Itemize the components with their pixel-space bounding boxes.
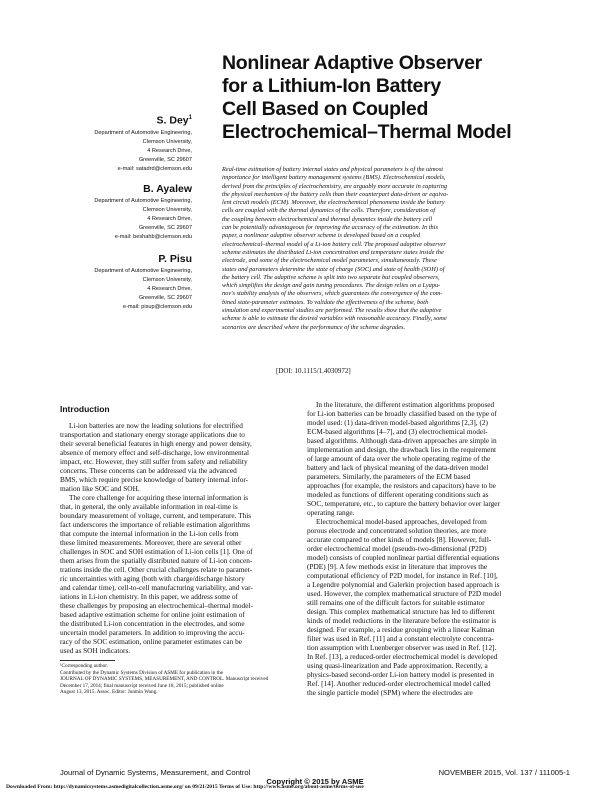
text-line: that, in general, the only available information in real-time is — [60, 502, 238, 511]
abstract-line: Real-time estimation of battery internal states and physical parameters is of the utmost — [222, 166, 443, 173]
affiliation-line: 4 Research Drive, — [147, 286, 192, 292]
text-line: these challenges by proposing an electrochemical–thermal model- — [60, 601, 253, 610]
title-line: Electrochemical–Thermal Model — [222, 121, 512, 143]
text-line: design. This complex mathematical structure has led to different — [307, 607, 495, 616]
text-line: battery and lack of physical meaning of the data-driven model — [307, 463, 489, 472]
text-line: fact underscores the importance of reliable estimation algorithms — [60, 520, 250, 529]
copyright: Copyright © 2015 by ASME — [266, 777, 364, 786]
author-block — [12, 112, 192, 174]
text-line: accurate compared to other kinds of models [8]. However, full- — [307, 535, 492, 544]
doi[interactable]: [DOI: 10.1115/1.4030972] — [276, 367, 351, 375]
download-notice: Downloaded From: http://dynamicsystems.asmedigitalcollection.asme.org/ on 09/21/2015 Terms of Use: http://www.asme.org/about-asme/terms-of-use — [6, 784, 364, 790]
affiliation-line: Department of Automotive Engineering, — [94, 129, 192, 136]
abstract-line: scheme estimates the distributed Li-ion concentration and temperature states inside the — [222, 248, 444, 256]
footnote-line: Contributed by the Dynamic Systems Division of ASME for publication in the — [60, 669, 223, 676]
text-line: ric uncertainties with aging (both with charge/discharge history — [60, 574, 245, 583]
affiliation-line: Department of Automotive Engineering, — [94, 268, 192, 274]
text-line: model) consists of coupled nonlinear partial differential equations — [307, 553, 500, 562]
text-line: mation like SOC and SOH. — [60, 484, 140, 493]
text-line: order electrochemical model (pseudo-two-dimensional (P2D) — [307, 544, 487, 553]
text-line: the single particle model (SPM) where the electrodes are — [307, 688, 473, 697]
text-line: Electrochemical model-based approaches, developed from — [316, 517, 487, 526]
text-line: modeled as functions of different operating conditions such as — [307, 490, 489, 499]
abstract-line: derived from the principles of electrochemistry, are arguably more accurate in capturing — [222, 182, 448, 190]
affiliation-line: Greenville, SC 29607 — [138, 295, 192, 301]
footnote-divider — [60, 660, 115, 661]
text-line: transportation and stationary energy storage applications due to — [60, 430, 245, 439]
text-line: impact, etc. However, they still suffer from safety and reliability — [60, 457, 248, 466]
right-column — [307, 400, 552, 697]
affiliation-line: 4 Research Drive, — [147, 147, 192, 154]
text-line: their several beneficial features in high energy and power density, — [60, 439, 252, 448]
text-line: them arises from the spatially distributed nature of Li-ion concen- — [60, 556, 253, 565]
abstract-line: cells are coupled with the thermal dynamics of the cells. Therefore, consideration of — [222, 207, 436, 215]
footnotes — [60, 663, 305, 696]
abstract-line: lent circuit models (ECM). Moreover, the electrochemical phenomena inside the battery — [222, 199, 445, 207]
abstract-line: scheme is able to estimate the desired variables with reasonable accuracy. Finally, some — [222, 315, 447, 323]
text-line: boundary measurement of voltage, current, and temperature. This — [60, 511, 252, 520]
paragraph — [307, 400, 552, 517]
paragraph — [60, 421, 305, 493]
text-line: implementation and design, the drawback lies in the requirement — [307, 445, 497, 454]
text-line: still remains one of the difficult factors for suitable estimator — [307, 598, 485, 607]
abstract-line: nov's stability analysis of the observers, which guarantees the convergence of the com- — [222, 290, 443, 298]
text-line: model used: (1) data-driven model-based algorithms [2,3], (2) — [307, 418, 488, 427]
text-line: In the literature, the different estimation algorithms proposed — [316, 400, 495, 409]
author-name: P. Pisu — [158, 253, 192, 265]
abstract-line: the battery cell. The adaptive scheme is split into two separate but coupled observers, — [222, 273, 440, 281]
abstract-line: simulation and experimental studies are performed. The results show that the adaptive — [222, 307, 442, 315]
paragraph — [60, 493, 305, 655]
affiliation-line: Clemson University, — [142, 207, 192, 213]
abstract — [222, 166, 572, 332]
text-line: trations inside the cell. Other crucial challenges relate to paramet- — [60, 565, 253, 574]
footnote-line: JOURNAL OF DYNAMIC SYSTEMS, MEASUREMENT, AND CONTROL. Manuscript received — [60, 676, 269, 682]
author-block — [12, 183, 192, 242]
text-line: BMS, which require precise knowledge of battery internal infor- — [60, 475, 249, 484]
abstract-line: scenarios are described where the performance of the scheme degrades. — [222, 323, 406, 331]
text-line: of large amount of data over the whole operating regime of the — [307, 454, 491, 463]
affiliation-line: Department of Automotive Engineering, — [94, 198, 192, 204]
affiliation-line: Clemson University, — [142, 277, 192, 283]
text-line: iations in Li-ion chemistry. In this paper, we address some of — [60, 592, 238, 601]
text-line: challenges in SOC and SOH estimation of Li-ion cells [1]. One of — [60, 547, 253, 556]
abstract-line: the physical mechanism of the battery cells than their counterpart data-driven or equiva- — [222, 190, 449, 198]
text-line: using quasi-linearization and Pade approximation. Recently, a — [307, 661, 488, 670]
abstract-line: the coupling between electrochemical and thermal dynamics inside the battery cell — [222, 215, 433, 223]
abstract-line: electrochemical–thermal model of a Li-ion battery cell. The proposed adaptive observer — [222, 240, 446, 248]
text-line: based adaptive estimation scheme for online joint estimation of — [60, 610, 245, 619]
text-line: racy of the SOC estimation, online parameter estimates can be — [60, 637, 242, 646]
text-line: these limited measurements. Moreover, there are several other — [60, 538, 242, 547]
text-line: computational efficiency of P2D model, for instance in Ref. [10], — [307, 571, 498, 580]
footnote-line: August 13, 2015. Assoc. Editor: Junmin Wang. — [60, 689, 158, 695]
text-line: (PDE) [9]. A few methods exist in literature that improves the — [307, 562, 488, 571]
text-line: kinds of model reductions in the literature before the estimator is — [307, 616, 497, 625]
text-line: In Ref. [13], a reduced-order electrochemical model is developed — [307, 652, 498, 661]
text-line: Ref. [14]. Another reduced-order electrochemical model called — [307, 679, 491, 688]
abstract-line: can be potentially advantageous for improving the accuracy of the estimation. In this — [222, 224, 438, 232]
abstract-line: which simplifies the design and gain tuning procedures. The design relies on a Lyapu- — [222, 282, 441, 290]
text-line: approaches (for example, the resistors and capacitors) have to be — [307, 481, 496, 490]
title-line: Cell Based on Coupled — [222, 98, 429, 120]
text-line: operating range. — [307, 508, 355, 517]
text-line: Li-ion batteries are now the leading solutions for electrified — [69, 421, 243, 430]
issue-info: NOVEMBER 2015, Vol. 137 / 111005-1 — [438, 768, 570, 777]
text-line: porous electrode and concentrated solution theories, are more — [307, 526, 487, 535]
text-line: parameters. Similarly, the parameters of the ECM based — [307, 472, 471, 481]
text-line: uncertain model parameters. In addition to improving the accu- — [60, 628, 245, 637]
text-line: ECM-based algorithms [4–7], and (3) electrochemical model- — [307, 427, 488, 436]
text-line: filter was used in Ref. [11] and a constant electrolyte concentra- — [307, 634, 494, 643]
abstract-line: importance for intelligent battery management systems (BMS). Electrochemical models, — [222, 174, 446, 182]
text-line: concerns. These concerns can be addressed via the advanced — [60, 466, 237, 475]
text-line: for Li-ion batteries can be broadly classified based on the type of — [307, 409, 497, 418]
text-line: The core challenge for acquiring these internal information is — [69, 493, 249, 502]
text-line: used. However, the complex mathematical structure of P2D model — [307, 589, 502, 598]
text-line: that compute the internal information in the Li-ion cells from — [60, 529, 239, 538]
abstract-line: paper, a nonlinear adaptive observer scheme is developed based on a coupled — [222, 232, 421, 240]
text-line: physics-based second-order Li-ion battery model is presented in — [307, 670, 495, 679]
author-email[interactable]: e-mail: pisup@clemson.edu — [122, 304, 192, 310]
affiliation-line: Greenville, SC 29607 — [138, 156, 192, 163]
left-column — [60, 400, 305, 655]
author-email[interactable]: e-mail: beshahb@clemson.edu — [114, 234, 192, 240]
text-line: SOC, temperature, etc., to capture the battery behavior over larger — [307, 499, 500, 508]
paper-title — [222, 52, 572, 144]
journal-name: Journal of Dynamic Systems, Measurement, and Control — [60, 768, 251, 777]
text-line: based algorithms. Although data-driven approaches are simple in — [307, 436, 497, 445]
author-name: S. Dey$^1$ — [156, 114, 192, 127]
title-line: for a Lithium-Ion Battery — [222, 75, 441, 97]
section-heading: Introduction — [60, 404, 110, 414]
affiliation-line: 4 Research Drive, — [147, 216, 192, 222]
footnote-line: ¹Corresponding author. — [60, 663, 108, 669]
text-line: absence of memory effect and self-discharge, low environmental — [60, 448, 249, 457]
paragraph — [307, 517, 552, 697]
text-line: the distributed Li-ion concentration in the electrodes, and some — [60, 619, 245, 628]
abstract-line: bined state-parameter estimates. To validate the effectiveness of the scheme, both — [222, 298, 429, 306]
abstract-line: states and parameters determine the state of charge (SOC) and state of health (SOH) of — [222, 265, 445, 273]
text-line: tion assumption with Luenberger observer was used in Ref. [12]. — [307, 643, 497, 652]
author-block — [12, 253, 192, 312]
title-line: Nonlinear Adaptive Observer — [222, 52, 482, 74]
affiliation-line: Clemson University, — [142, 138, 192, 145]
author-name: B. Ayalew — [143, 183, 192, 195]
text-line: used as SOH indicators. — [60, 646, 131, 655]
affiliation-line: Greenville, SC 29607 — [138, 225, 192, 231]
author-email[interactable]: e-mail: satadrd@clemson.edu — [117, 165, 192, 172]
abstract-line: electrode, and some of the electrochemical model parameters, simultaneously. These — [222, 257, 437, 265]
text-line: a Legendre polynomial and Galerkin projection based approach is — [307, 580, 500, 589]
text-line: and calendar time), cell-to-cell manufacturing variability, and var- — [60, 583, 253, 592]
text-line: designed. For example, a residue grouping with a linear Kalman — [307, 625, 495, 634]
footnote-line: December 17, 2014; final manuscript received June 18, 2015; published online — [60, 682, 224, 689]
corresponding-author-mark: 1 — [188, 115, 192, 121]
